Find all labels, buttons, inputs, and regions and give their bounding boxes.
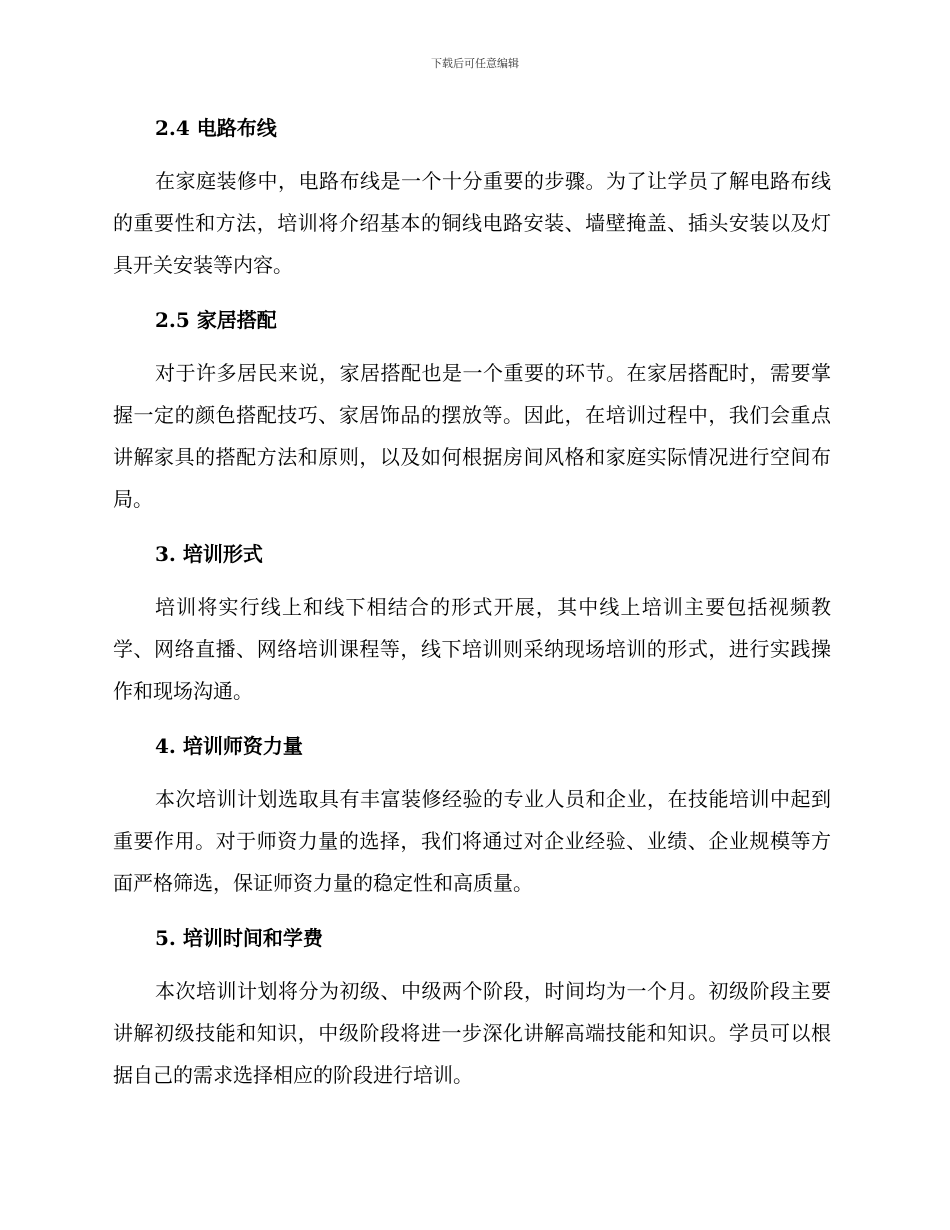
section-heading: 2.4 电路布线 (155, 116, 277, 140)
section-heading: 2.5 家居搭配 (155, 308, 277, 332)
section-paragraph: 本次培训计划将分为初级、中级两个阶段，时间均为一个月。初级阶段主要讲解初级技能和知识，中级阶段将进一步深化讲解高端技能和知识。学员可以根据自己的需求选择相应的阶段进行培训。 (113, 979, 831, 1087)
section-heading: 5. 培训时间和学费 (155, 926, 323, 950)
section-paragraph: 本次培训计划选取具有丰富装修经验的专业人员和企业，在技能培训中起到重要作用。对于师资力量的选择，我们将通过对企业经验、业绩、企业规模等方面严格筛选，保证师资力量的稳定性和高质量。 (113, 787, 831, 895)
section-paragraph: 在家庭装修中，电路布线是一个十分重要的步骤。为了让学员了解电路布线的重要性和方法，培训将介绍基本的铜线电路安装、墙壁掩盖、插头安装以及灯具开关安装等内容。 (113, 169, 831, 277)
document-body (113, 108, 831, 1110)
section-paragraph: 对于许多居民来说，家居搭配也是一个重要的环节。在家居搭配时，需要掌握一定的颜色搭配技巧、家居饰品的摆放等。因此，在培训过程中，我们会重点讲解家具的搭配方法和原则，以及如何根据房间风格和家庭实际情况进行空间布局。 (113, 361, 831, 511)
section-heading: 4. 培训师资力量 (155, 734, 303, 758)
section-heading: 3. 培训形式 (155, 542, 263, 566)
section-5 (113, 918, 831, 1096)
section-3 (113, 534, 831, 712)
section-paragraph: 培训将实行线上和线下相结合的形式开展，其中线上培训主要包括视频教学、网络直播、网络培训课程等，线下培训则采纳现场培训的形式，进行实践操作和现场沟通。 (113, 595, 831, 703)
section-2-5 (113, 300, 831, 520)
section-4 (113, 726, 831, 904)
section-2-4 (113, 108, 831, 286)
page-header: 下载后可任意编辑 (431, 57, 519, 70)
